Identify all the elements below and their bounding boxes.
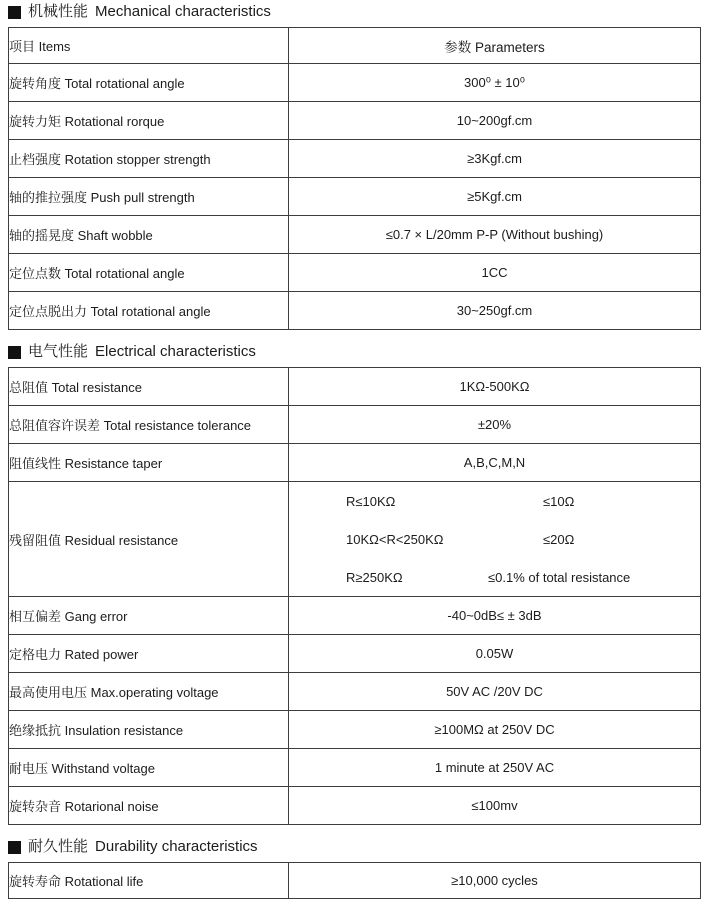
residual-sub-row <box>289 520 700 558</box>
residual-condition: R≥250KΩ <box>346 569 403 585</box>
spec-value-cell: ≥10,000 cycles <box>289 863 701 899</box>
spec-item-cell: 旋转杂音 Rotarional noise <box>9 787 289 825</box>
spec-item-cell: 定格电力 Rated power <box>9 635 289 673</box>
table-row <box>9 482 701 597</box>
table-row <box>9 711 701 749</box>
spec-item-cell: 总阻值 Total resistance <box>9 368 289 406</box>
spec-value-cell: 0.05W <box>289 635 701 673</box>
residual-sub-row <box>289 558 700 596</box>
spec-value-cell: ≥5Kgf.cm <box>289 178 701 216</box>
table-row <box>9 140 701 178</box>
spec-value-cell: 300⁰ ± 10⁰ <box>289 64 701 102</box>
table-row <box>9 787 701 825</box>
spec-item-cell: 旋转寿命 Rotational life <box>9 863 289 899</box>
spec-item-cell: 最高使用电压 Max.operating voltage <box>9 673 289 711</box>
spec-item-cell: 总阻值容许误差 Total resistance tolerance <box>9 406 289 444</box>
table-row <box>9 254 701 292</box>
spec-value-cell: ≥100MΩ at 250V DC <box>289 711 701 749</box>
section-title-electrical <box>8 342 708 362</box>
black-square-bullet-icon <box>8 6 21 19</box>
residual-sub-row <box>289 482 700 520</box>
table-row <box>9 368 701 406</box>
black-square-bullet-icon <box>8 841 21 854</box>
spec-value-cell: ≥3Kgf.cm <box>289 140 701 178</box>
spec-value-cell: ≤100mv <box>289 787 701 825</box>
residual-value: ≤20Ω <box>543 531 575 547</box>
spec-item-cell: 阻值线性 Resistance taper <box>9 444 289 482</box>
table-row <box>9 749 701 787</box>
section-durability <box>8 837 708 899</box>
spec-item-cell: 定位点数 Total rotational angle <box>9 254 289 292</box>
section-title-zh: 电气性能 <box>28 343 89 360</box>
spec-value-cell: 10~200gf.cm <box>289 102 701 140</box>
table-row <box>9 64 701 102</box>
spec-value-cell: 1 minute at 250V AC <box>289 749 701 787</box>
table-row <box>9 673 701 711</box>
spec-item-cell: 止档强度 Rotation stopper strength <box>9 140 289 178</box>
section-title-en: Electrical characteristics <box>95 343 256 360</box>
residual-condition: 10KΩ<R<250KΩ <box>346 531 444 547</box>
spec-value-cell: ≤0.7 × L/20mm P-P (Without bushing) <box>289 216 701 254</box>
table-header-row <box>9 28 701 64</box>
spec-value-cell: ±20% <box>289 406 701 444</box>
spec-item-cell: 轴的推拉强度 Push pull strength <box>9 178 289 216</box>
table-row <box>9 635 701 673</box>
section-title-en: Durability characteristics <box>95 838 258 855</box>
spec-value-cell: 50V AC /20V DC <box>289 673 701 711</box>
spec-value-cell: -40~0dB≤ ± 3dB <box>289 597 701 635</box>
spec-value-cell: 30~250gf.cm <box>289 292 701 330</box>
spec-value-cell: A,B,C,M,N <box>289 444 701 482</box>
spec-item-cell: 旋转角度 Total rotational angle <box>9 64 289 102</box>
table-row <box>9 216 701 254</box>
spec-item-cell: 定位点脱出力 Total rotational angle <box>9 292 289 330</box>
spec-item-cell: 轴的摇晃度 Shaft wobble <box>9 216 289 254</box>
table-row <box>9 292 701 330</box>
section-title-en: Mechanical characteristics <box>95 3 271 20</box>
table-row <box>9 444 701 482</box>
spec-item-cell: 残留阻值 Residual resistance <box>9 482 289 597</box>
table-row <box>9 597 701 635</box>
section-title-zh: 机械性能 <box>28 3 89 20</box>
section-mechanical <box>8 2 708 330</box>
section-title-durability <box>8 837 708 857</box>
table-row <box>9 406 701 444</box>
spec-item-cell: 耐电压 Withstand voltage <box>9 749 289 787</box>
mechanical-table <box>8 27 701 330</box>
electrical-table <box>8 367 701 825</box>
section-title-mechanical <box>8 2 708 22</box>
black-square-bullet-icon <box>8 346 21 359</box>
spec-value-cell: 1KΩ-500KΩ <box>289 368 701 406</box>
durability-table <box>8 862 701 899</box>
table-row <box>9 863 701 899</box>
items-column-header: 项目 Items <box>9 28 289 64</box>
spec-value-cell: 1CC <box>289 254 701 292</box>
table-row <box>9 178 701 216</box>
parameters-column-header: 参数 Parameters <box>289 28 701 64</box>
residual-value: ≤0.1% of total resistance <box>488 569 631 585</box>
spec-item-cell: 相互偏差 Gang error <box>9 597 289 635</box>
section-title-zh: 耐久性能 <box>28 838 89 855</box>
table-row <box>9 102 701 140</box>
spec-value-cell <box>289 482 701 597</box>
section-electrical <box>8 342 708 825</box>
residual-value: ≤10Ω <box>543 493 575 509</box>
spec-item-cell: 绝缘抵抗 Insulation resistance <box>9 711 289 749</box>
residual-condition: R≤10KΩ <box>346 493 396 509</box>
spec-item-cell: 旋转力矩 Rotational rorque <box>9 102 289 140</box>
